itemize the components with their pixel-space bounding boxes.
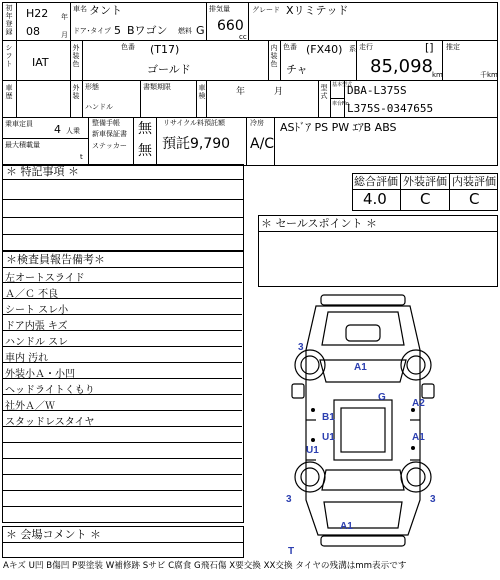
chassis-value: L375S-0347655: [347, 102, 434, 115]
roof-inner: [341, 408, 385, 452]
exterior-label-2: 外装: [72, 84, 80, 100]
inspection-estimate-label: 推定: [446, 43, 460, 51]
rear-left-tyre: [295, 462, 325, 492]
hood-panel: [346, 325, 380, 341]
damage-mark: A1: [412, 432, 425, 443]
year-unit: 年: [61, 13, 68, 21]
month-unit: 月: [61, 31, 68, 39]
overall-score: 4.0: [363, 190, 387, 208]
inspection-label: 車検: [198, 84, 206, 100]
int-color-name: チャ: [286, 63, 308, 76]
mileage-label: 走行: [359, 43, 373, 51]
model-label: 型式: [320, 84, 328, 100]
color-num-label: 色番: [121, 43, 135, 51]
fuel-label: 燃料: [178, 27, 192, 35]
inspector-empty-row: [2, 427, 242, 443]
km-unit: km: [432, 71, 443, 79]
rear-right-tyre: [401, 462, 431, 492]
mileage-bracket: []: [425, 41, 434, 54]
right-mirror: [422, 384, 434, 398]
history-label: 車歴: [5, 84, 13, 100]
reg-month: 08: [26, 25, 40, 38]
left-mirror: [292, 384, 304, 398]
grade-label: グレード: [252, 6, 280, 14]
basic-model-label: 基本型式: [332, 82, 353, 88]
doc-deadline-label: 書類期限: [143, 83, 171, 91]
sticker-label: ステッカー: [92, 142, 127, 150]
damage-mark: T: [288, 546, 295, 557]
int-color-suffix: 系: [349, 45, 356, 53]
warranty-label: 新車保証書: [92, 130, 127, 138]
rear-bumper: [321, 536, 405, 546]
front-left-tyre: [295, 350, 325, 380]
model-value: DBA-L375S: [347, 84, 407, 97]
inspection-month-unit: 月: [274, 87, 284, 97]
shape-label: 形態: [85, 83, 99, 91]
inspector-item: スタッドレスタイヤ: [2, 411, 242, 427]
damage-mark: 3: [286, 494, 292, 505]
capacity-value: 4: [54, 123, 61, 136]
sales-point-title: ＊ セールスポイント ＊: [261, 217, 378, 230]
rear-window: [322, 470, 404, 490]
damage-mark: U1: [322, 432, 335, 443]
car-name: タント: [89, 4, 122, 17]
interior-score: C: [469, 190, 480, 208]
inspector-empty-row: [2, 443, 242, 459]
person-unit: 人乗: [66, 127, 80, 135]
sticker-none: 無: [138, 143, 152, 159]
max-load-label: 最大積載量: [5, 141, 40, 149]
damage-mark: G: [378, 392, 386, 403]
int-color-num-label: 色番: [283, 43, 297, 51]
interior-score-label: 内装評価: [452, 175, 496, 188]
thousand-km-unit: 千km: [480, 71, 498, 79]
shift-value: IAT: [32, 56, 49, 69]
maintenance-none: 無: [138, 121, 152, 137]
front-bumper: [321, 295, 405, 305]
damage-mark: B1: [322, 412, 335, 423]
ext-color-code: (T17): [150, 43, 180, 56]
inspector-item: 社外Ａ／Ｗ: [2, 395, 242, 411]
handle-label: ハンドル: [85, 103, 113, 111]
inspector-item: 外装小Ａ・小凹: [2, 363, 242, 379]
damage-mark: 3: [298, 342, 304, 353]
rear-hatch: [324, 502, 402, 528]
inspector-empty-row: [2, 475, 242, 491]
exterior-score: C: [420, 190, 431, 208]
overall-score-label: 総合評価: [354, 175, 398, 188]
inspector-item: 車内 汚れ: [2, 347, 242, 363]
inspector-item: ヘッドライトくもり: [2, 379, 242, 395]
front-right-tyre: [401, 350, 431, 380]
inspector-item: ハンドル スレ: [2, 331, 242, 347]
inspector-item: シート スレ小: [2, 299, 242, 315]
shift-label: シフト: [5, 44, 13, 68]
t-unit: t: [80, 153, 83, 161]
inspector-report-title: ＊検査員報告備考＊: [6, 253, 105, 266]
ac-label: 冷房: [250, 119, 264, 127]
ext-color-name: ゴールド: [147, 63, 191, 76]
venue-comment-title: ＊ 会場コメント ＊: [6, 528, 101, 541]
roof: [334, 400, 392, 460]
maintenance-label: 整備手帳: [92, 119, 120, 127]
damage-mark: A1: [340, 521, 353, 532]
era-year: H22: [26, 7, 49, 20]
grade: Xリミテッド: [286, 4, 349, 17]
doors-type-label: ドア･タイプ: [73, 27, 111, 35]
doors-value: 5: [114, 24, 121, 37]
first-reg-label: 初年登録: [5, 4, 13, 36]
damage-mark: 3: [430, 494, 436, 505]
displacement: 660: [217, 18, 244, 34]
inspector-empty-row: [2, 459, 242, 475]
displacement-label: 排気量: [209, 5, 230, 13]
car-name-label: 車名: [73, 5, 87, 13]
damage-mark: U1: [306, 445, 319, 456]
mileage-value: 85,098: [370, 56, 433, 77]
inspection-year-unit: 年: [236, 87, 246, 97]
inspector-item: ドア内張 キズ: [2, 315, 242, 331]
exterior-score-label: 外装評価: [403, 175, 447, 188]
special-notes-title: ＊ 特記事項 ＊: [6, 165, 79, 178]
damage-mark: A1: [354, 362, 367, 373]
capacity-label: 乗車定員: [5, 120, 33, 128]
recycle-label: リサイクル料預託額: [163, 119, 226, 127]
cc-unit: cc: [239, 33, 247, 41]
chassis-label: 車台No.: [332, 101, 351, 107]
damage-legend: Aキズ U凹 B傷凹 P要塗装 W補修跡 Sサビ C腐食 G飛石傷 X要交換 XX交換 タイヤの残溝はmm表示です: [3, 561, 407, 571]
inspector-empty-row: [2, 491, 242, 507]
body-type: Bワゴン: [127, 24, 168, 37]
inspector-item: 左オートスライド: [2, 267, 242, 283]
recycle-value: 預託9,790: [162, 136, 231, 152]
damage-mark: A2: [412, 398, 425, 409]
int-color-code: (FX40): [306, 43, 343, 56]
car-damage-diagram: [258, 290, 498, 560]
exterior-color-label: 外装色: [72, 44, 80, 68]
interior-color-label: 内装色: [270, 44, 278, 68]
fuel-value: G: [196, 24, 205, 37]
hood: [322, 312, 404, 345]
inspector-item: Ａ／Ｃ 不良: [2, 283, 242, 299]
ac-value: A/C: [250, 136, 275, 152]
equipment-list: ASﾄﾞｱ PS PW ｴｱB ABS: [280, 121, 397, 134]
